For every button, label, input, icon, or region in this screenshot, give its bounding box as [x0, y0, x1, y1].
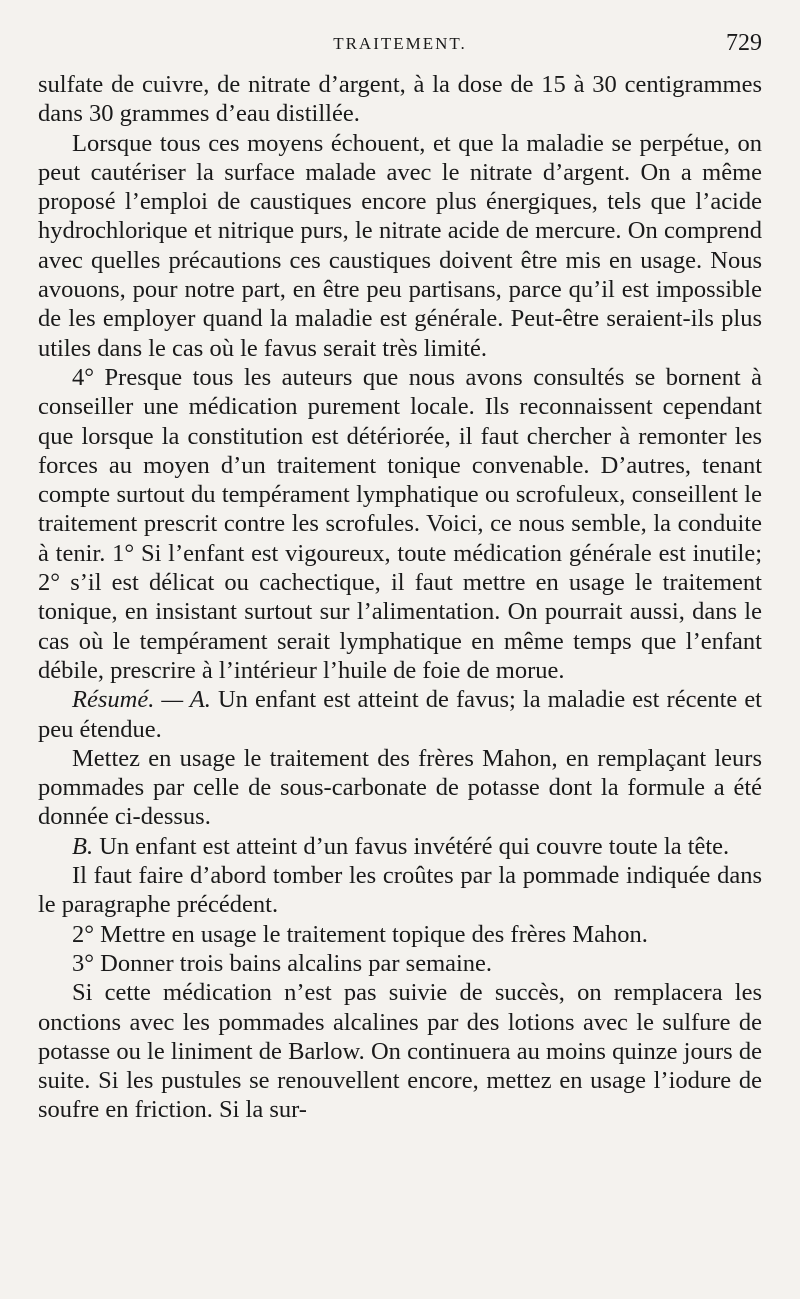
paragraph-text: 3° Donner trois bains alcalins par semaine.	[72, 949, 493, 977]
summary-lead: B.	[72, 832, 94, 860]
paragraph-step-2	[38, 920, 762, 949]
paragraph-text: Un enfant est atteint de favus; la maladie est récente et peu étendue.	[38, 686, 762, 743]
paragraph-summary-a	[38, 685, 762, 744]
paragraph-general-medication	[38, 363, 762, 685]
running-head	[38, 30, 762, 70]
paragraph-mahon-treatment	[38, 744, 762, 832]
paragraph-text: Il faut faire d’abord tomber les croûtes par la pommade indiquée dans le paragraphe précédent.	[38, 862, 762, 919]
paragraph-caustics	[38, 129, 762, 363]
page-number: 729	[726, 30, 762, 56]
paragraph-step-1	[38, 861, 762, 920]
paragraph-text: Mettez en usage le traitement des frères Mahon, en remplaçant leurs pommades par celle de sous-carbonate de potasse dont la formule a été donnée ci-dessus.	[38, 744, 762, 831]
paragraph-text: Lorsque tous ces moyens échouent, et que la maladie se perpétue, on peut cautériser la surface malade avec le nitrate d’argent. On a même proposé l’emploi de caustiques encore plus énergiques, tels que l’acide hydrochlorique et nitrique purs, le nitrate acide de mercure. On comprend avec quelles précautions ces caustiques doivent être mis en usage. Nous avouons, pour notre part, en être peu partisans, parce qu’il est impossible de les employer quand la maladie est générale. Peut-être seraient-ils plus utiles dans le cas où le favus serait très limité.	[38, 129, 762, 362]
summary-lead: Résumé. — A.	[72, 686, 211, 714]
paragraph-text: Si cette médication n’est pas suivie de succès, on remplacera les onctions avec les pommades alcalines par des lotions avec le sulfure de potasse ou le liniment de Barlow. On continuera au moins quinze jours de suite. Si les pustules se renouvellent encore, mettez en usage l’iodure de soufre en friction. Si la sur-	[38, 979, 762, 1124]
running-title: TRAITEMENT.	[333, 34, 467, 53]
paragraph-text: 2° Mettre en usage le traitement topique des frères Mahon.	[72, 920, 648, 948]
paragraph-text: Un enfant est atteint d’un favus invétéré qui couvre toute la tête.	[93, 832, 730, 860]
body-text	[38, 70, 762, 1125]
paragraph-continuation	[38, 70, 762, 129]
paragraph-text: 4° Presque tous les auteurs que nous avons consultés se bornent à conseiller une médication purement locale. Ils reconnaissent cependant que lorsque la constitution est détériorée, il faut chercher à remonter les forces au moyen d’un traitement tonique convenable. D’autres, tenant compte surtout du tempérament lymphatique ou scrofuleux, conseillent le traitement prescrit contre les scrofules. Voici, ce nous semble, la conduite à tenir. 1° Si l’enfant est vigoureux, toute médication générale est inutile; 2° s’il est délicat ou cachectique, il faut mettre en usage le traitement tonique, en insistant surtout sur l’alimentation. On pourrait aussi, dans le cas où le tempérament serait lymphatique en même temps que l’enfant débile, prescrire à l’intérieur l’huile de foie de morue.	[38, 363, 762, 684]
paragraph-summary-b	[38, 832, 762, 861]
paragraph-alternative	[38, 978, 762, 1124]
paragraph-step-3	[38, 949, 762, 978]
paragraph-text: sulfate de cuivre, de nitrate d’argent, à la dose de 15 à 30 centigrammes dans 30 grammes d’eau distillée.	[38, 71, 762, 128]
